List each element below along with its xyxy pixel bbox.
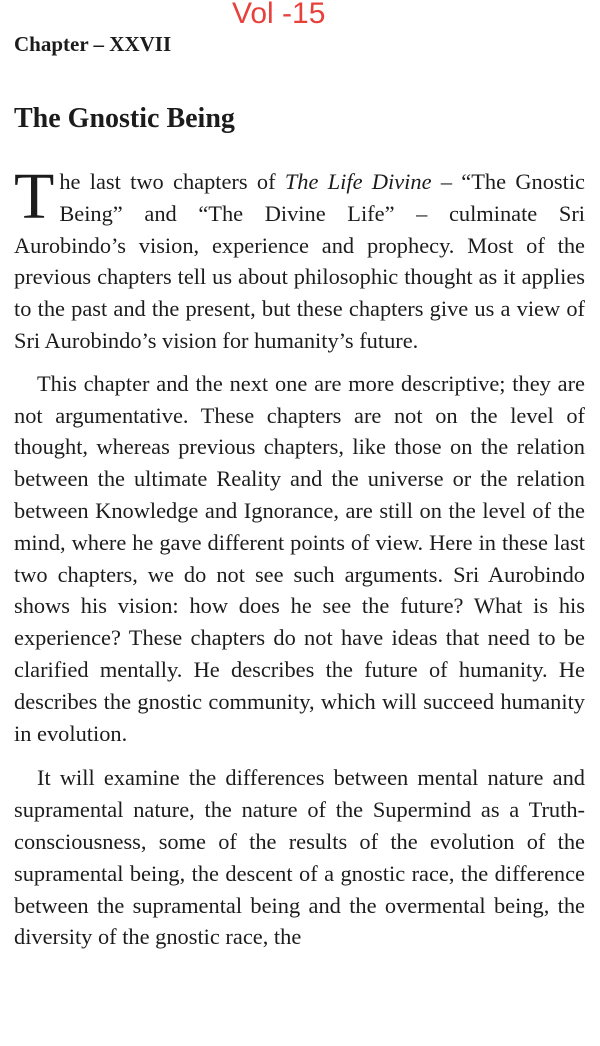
paragraph-1: [14, 160, 585, 357]
paragraph-2: This chapter and the next one are more descriptive; they are not argumentative. These chapters are not on the level of thought, whereas previous chapters, like those on the relation between the ultimate Reality and the universe or the relation between Knowledge and Ignorance, are still on the level of the mind, where he gave different points of view. Here in these last two chapters, we do not see such arguments. Sri Aurobindo shows his vision: how does he see the future? What is his experience? These chapters do not have ideas that need to be clarified mentally. He describes the future of humanity. He describes the gnostic community, which will succeed humanity in evolution.: [14, 370, 585, 746]
chapter-label: Chapter – XXVII: [14, 32, 172, 56]
volume-label: Vol -15: [232, 0, 326, 30]
chapter-title: The Gnostic Being: [14, 103, 235, 134]
body-text: [14, 160, 585, 953]
drop-cap: T: [14, 160, 55, 233]
book-title: The Life Divine: [284, 169, 432, 194]
paragraph-3: It will examine the differences between mental nature and supramental nature, the nature of the Supermind as a Truth-consciousness, some of the results of the evolution of the supramental being, the descent of a gnostic race, the difference between the supramental being and the overmental being, the diversity of the gnostic race, the: [14, 765, 585, 950]
paragraph-1-text-b: – “The Gnostic Being” and “The Divine Life” – culminate Sri Aurobindo’s vision, experience and prophecy. Most of the previous chapters tell us about philosophic thought as it applies to the past and the present, but these chapters give us a view of Sri Aurobindo’s vision for humanity’s future.: [14, 169, 585, 353]
paragraph-1-text-a: he last two chapters of: [59, 169, 285, 194]
